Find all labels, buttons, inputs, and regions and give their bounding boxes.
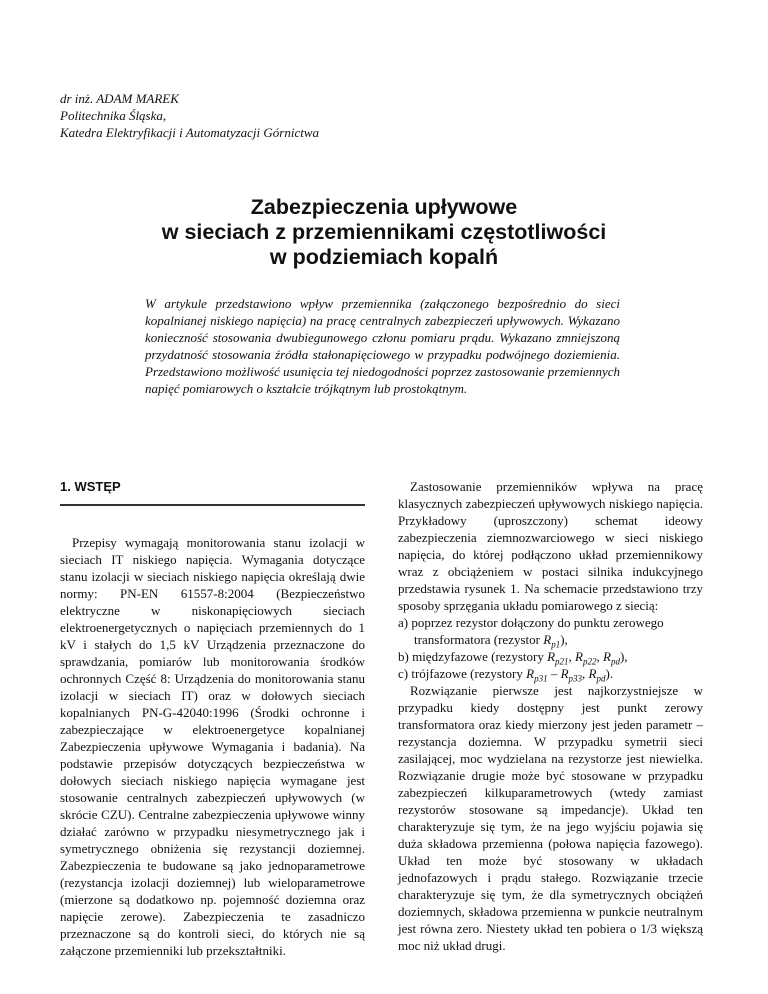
intro-paragraph-right: Zastosowanie przemienników wpływa na pracę klasycznych zabezpieczeń upływowych niskiego napięcia. Przykładowy (uproszczony) schemat ideowy zabezpieczenia ziemnozwarciowego w sieci niskiego napięcia, do której podłączono układ przemiennikowy wraz z obciążeniem w postaci silnika indukcyjnego przedstawia rysunek 1. Na schemacie przedstawiono trzy sposoby sprzęgania układu pomiarowego z siecią: bbox=[398, 479, 703, 613]
list-item-a-end: ), bbox=[560, 632, 568, 647]
list-item-b: b) międzyfazowe (rezystory $R_{p21}$, $R_{p22}$, $R_{pd}$), bbox=[398, 649, 628, 667]
symbol-r: R bbox=[547, 649, 556, 664]
subscript: p22 bbox=[582, 656, 597, 667]
left-column bbox=[60, 478, 365, 959]
title-line-2: w sieciach z przemiennikami częstotliwości bbox=[161, 220, 607, 244]
intro-paragraph-left: Przepisy wymagają monitorowania stanu izolacji w sieciach IT niskiego napięcia. Wymagania dotyczące stanu izolacji w sieciach niskiego napięcia określają dwie normy: PN-EN 61557-8:2004 (Bezpieczeństwo elektryczne w niskonapięciowych sieciach elektroenergetycznych o napięciach przemiennych do 1 kV i stałych do 1,5 kV Urządzenia przeznaczone do sprawdzania, pomiarów lub monitorowania środków ochronnych Część 8: Urządzenia do monitorowania stanu izolacji w sieciach IT) oraz w dołowych sieciach kopalnianych PN-G-42040:1996 (Środki ochronne i zabezpieczające w elektroenergetyce kopalnianej Zabezpieczenia upływowe Wymagania i badania). Na podstawie przepisów dotyczących bezpieczeństwa w dołowych sieciach niskiego napięcia wymagane jest stosowanie centralnych zabezpieczeń upływowych (w skrócie CZU). Centralne zabezpieczenia upływowe winny działać zarówno w przypadku niesymetrycznego jak i symetrycznego obniżenia się rezystancji doziemnej. Zabezpieczenia te budowane są jako jednoparametrowe (rezystancja izolacji doziemnej) lub wieloparametrowe (mierzone są dodatkowo np. pojemność doziemna oraz napięcie zerowe). Zabezpieczenia te zasadniczo przeznaczone są do kontroli sieci, do których nie są załączone przemienniki lub przekształtniki. bbox=[60, 535, 365, 958]
symbol-r: R bbox=[560, 666, 569, 681]
subscript: p1 bbox=[551, 639, 561, 650]
title-line-3: w podziemiach kopalń bbox=[269, 245, 499, 269]
subscript: pd bbox=[610, 656, 620, 667]
list-item-c-text: c) trójfazowe (rezystory bbox=[398, 666, 527, 681]
subscript: p21 bbox=[555, 656, 569, 667]
list-item-c: c) trójfazowe (rezystory $R_{p31} - R_{p33}$, $R_{pd}$). bbox=[398, 666, 614, 684]
list-item-b-end: ), bbox=[619, 649, 628, 664]
list-item-a bbox=[398, 614, 703, 648]
symbol-r: R bbox=[602, 649, 611, 664]
symbol-r: R bbox=[526, 666, 535, 681]
coupling-methods-list bbox=[398, 614, 703, 682]
list-item-b-text: b) międzyfazowe (rezystory bbox=[398, 649, 548, 664]
abstract: W artykule przedstawiono wpływ przemiennika (załączonego bezpośrednio do sieci kopalnianej niskiego napięcia) na pracę centralnych zabezpieczeń upływowych. Wykazano konieczność stosowania dwubiegunowego członu pomiaru prądu. Wykazano zmniejszoną przydatność stosowania źródła stałonapięciowego w przypadku podwójnego doziemienia. Przedstawiono możliwość usunięcia tej niedogodności poprzez zastosowanie przemiennych napięć pomiarowych o kształcie trójkątnym lub prostokątnym. bbox=[145, 296, 620, 396]
subscript: pd bbox=[596, 673, 606, 684]
author-name: dr inż. ADAM MAREK bbox=[60, 91, 179, 106]
author-university: Politechnika Śląska, bbox=[60, 108, 167, 123]
solutions-paragraph: Rozwiązanie pierwsze jest najkorzystniejsze w przypadku kiedy dostępny jest punkt zerowy transformatora oraz kiedy mierzony jest jeden parametr – rezystancja doziemna. W przypadku symetrii sieci zasilającej, moc wydzielana na rezystorze jest niewielka. Rozwiązanie drugie może być stosowane w przypadku zabezpieczeń kilkuparametrowych (wtedy zamiast rezystorów stosowane są impedancje). Układ ten charakteryzuje się tym, że na jego wyjściu pojawia się duża składowa przemienna (połowa napięcia fazowego). Układ ten może być stosowany w układach jednofazowych i prądu stałego. Rozwiązanie trzecie charakteryzuje się tym, że dla symetrycznych obciążeń doziemnych, składowa przemienna w punkcie neutralnym jest równa zero. Niestety układ ten pobiera o 1/3 większą moc niż układ drugi. bbox=[398, 683, 703, 953]
list-item-c-end: ). bbox=[605, 666, 614, 681]
title-line-1: Zabezpieczenia upływowe bbox=[250, 195, 518, 219]
right-column bbox=[398, 478, 703, 954]
author-department: Katedra Elektryfikacji i Automatyzacji Górnictwa bbox=[60, 125, 319, 140]
symbol-r: R bbox=[543, 632, 552, 647]
author-block bbox=[60, 90, 319, 141]
subscript: p33 bbox=[568, 673, 583, 684]
subscript: p31 bbox=[534, 673, 548, 684]
symbol-r: R bbox=[588, 666, 597, 681]
symbol-r: R bbox=[575, 649, 583, 664]
section-heading: 1. WSTĘP bbox=[60, 478, 365, 506]
list-item-a-text: a) poprzez rezystor dołączony do punktu zerowego transformatora (rezystor bbox=[398, 615, 664, 647]
paper-title bbox=[0, 195, 768, 270]
